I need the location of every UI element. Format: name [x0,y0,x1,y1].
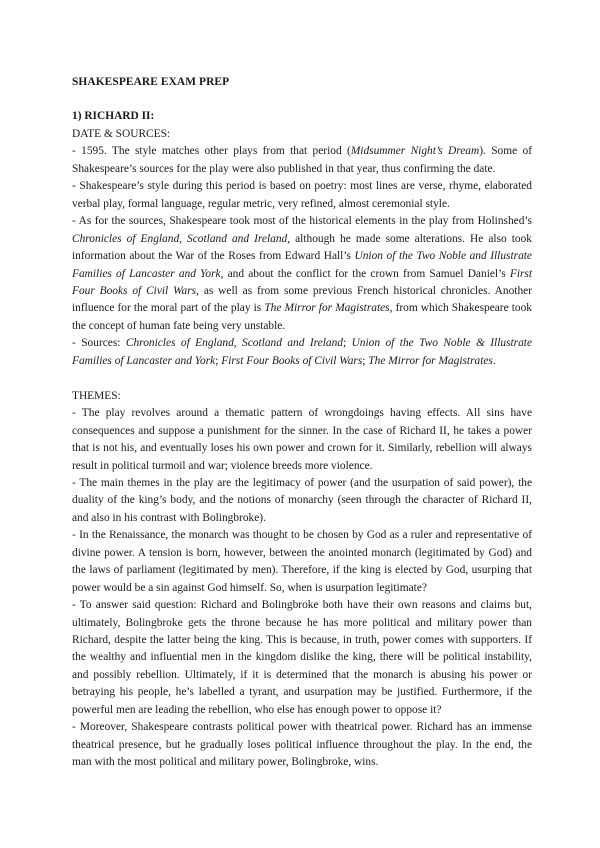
date-sources-paragraph-4: - Sources: Chronicles of England, Scotland and Ireland; Union of the Two Noble & Illustrate Families of Lancaster and York; First Four Books of Civil Wars; The Mirror for Magistrates. [72,337,533,367]
themes-heading: THEMES: [72,389,121,402]
document-title: SHAKESPEARE EXAM PREP [72,76,230,88]
document-page [72,74,532,772]
themes-paragraph-5: - Moreover, Shakespeare contrasts political power with theatrical power. Richard has an immense theatrical presence, but he gradually loses political influence throughout the play. In the end, the man with the most political and military power, Bolingbroke, wins. [72,721,532,769]
date-sources-paragraph-3: - As for the sources, Shakespeare took most of the historical elements in the play from Holinshed’s Chronicles of England, Scotland and Ireland, although he made some alterations. He also took information about the War of the Roses from Edward Hall’s Union of the Two Noble and Illustrate Families of Lancaster and York, and about the conflict for the crown from Samuel Daniel’s First Four Books of Civil Wars, as well as from some previous French historical chronicles. Another influence for the moral part of the play is The Mirror for Magistrates, from which Shakespeare took the concept of human fate being very unstable. [72,215,533,332]
paragraph-spacer [72,370,532,387]
themes-paragraph-4: - To answer said question: Richard and Bolingbroke both have their own reasons and claims but, ultimately, Bolingbroke gets the throne because he has more political and military power than Richard, despite the latter being the king. This is because, in truth, power comes with supporters. If the wealthy and influential men in the kingdom dislike the king, there will be political instability, and possibly rebellion. Ultimately, if it is determined that the monarch is abusing his power or betraying his people, he’s labelled a tyrant, and usurpation may be justified. Furthermore, if the powerful men are leading the rebellion, who else has enough power to oppose it? [72,599,532,716]
section-title: 1) RICHARD II: [72,110,155,123]
date-sources-paragraph-1: - 1595. The style matches other plays from that period (Midsummer Night’s Dream). Some of Shakespeare’s sources for the play were also published in that year, thus confirming the date. [72,145,532,175]
date-sources-paragraph-2: - Shakespeare’s style during this period is based on poetry: most lines are verse, rhyme, elaborated verbal play, formal language, regular metric, very refined, almost ceremonial style. [72,180,532,210]
date-sources-heading: DATE & SOURCES: [72,127,171,140]
themes-paragraph-1: - The play revolves around a thematic pattern of wrongdoings having effects. All sins have consequences and suppose a punishment for the sinner. In the case of Richard II, he takes a power that is not his, and eventually loses his own power and crown for it. Similarly, rebellion will always result in political turmoil and war; violence breeds more violence. [72,407,532,472]
themes-paragraph-2: - The main themes in the play are the legitimacy of power (and the usurpation of said power), the duality of the king’s body, and the notions of monarchy (seen through the character of Richard II, and also in his contrast with Bolingbroke). [72,476,532,524]
themes-paragraph-3: - In the Renaissance, the monarch was thought to be chosen by God as a ruler and representative of divine power. A tension is born, however, between the anointed monarch (legitimated by God) and the laws of parliament (legitimated by men). Therefore, if the king is elected by God, usurping that power would be a sin against God himself. So, when is usurpation legitimate? [72,529,532,594]
